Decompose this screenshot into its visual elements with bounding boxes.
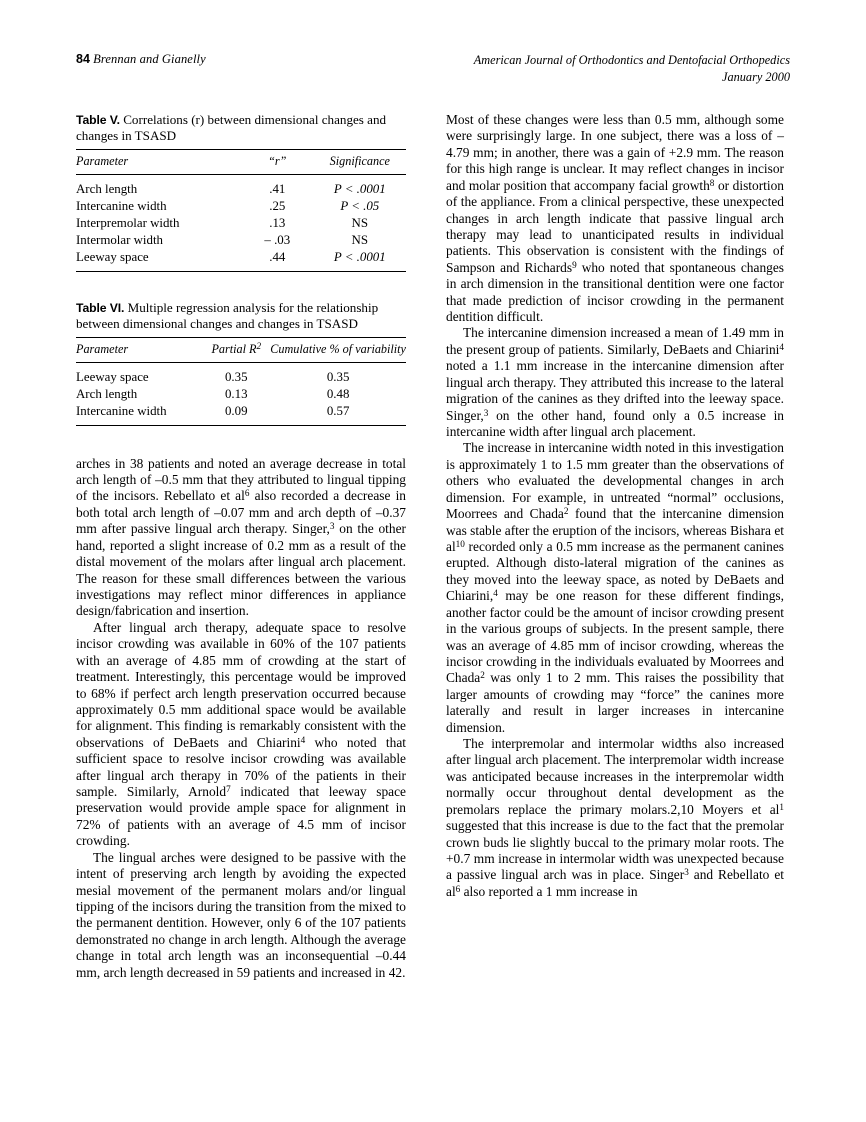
table-v-col-r: “r” [241,149,314,174]
cell-r: .25 [269,198,286,213]
cell-parameter: Intercanine width [76,198,167,213]
left-column [76,112,406,981]
table-vi-block [76,300,406,426]
paragraph: The increase in intercanine width noted in this investigation is approximately 1 to 1.5 mm greater than the observations of others who evaluated the developmental changes in arch dimension. For example, in untreated “normal” occlusions, Moorrees and Chada$^2$ found that the intercanine dimension was stable after the eruption of the incisors, whereas Bishara et $al^{10}$ recorded only a 0.5 mm increase as the permanent canines erupted. Although disto-lateral migration of the canines as they moved into the leeway space, as noted by DeBaets and Chiarini,$^4$ may be one reason for these different findings, another factor could be the amount of incisor crowding present in the various groups of subjects. In the present sample, there was an average of 4.85 mm of incisor crowding, whereas the incisor crowding in the individuals evaluated by Moorrees and Chada$^2$ was only 1 to 2 mm. This raises the possibility that larger amounts of crowding may “force” the canines more laterally and result in larger increases in intercanine dimension. [446,440,784,735]
right-column [446,112,784,900]
table-vi [76,337,406,426]
cell-significance: P < .0001 [333,181,386,196]
cell-parameter: Leeway space [76,249,241,272]
table-v-col-significance: Significance [314,149,406,174]
table-v-caption-text: Correlations (r) between dimensional changes and changes in TSASD [76,112,387,144]
cell-partial-r2: 0.13 [224,386,248,401]
table-row [76,249,406,272]
cell-significance: NS [351,232,369,247]
cell-parameter: Arch length [76,386,138,401]
table-row [76,174,406,198]
table-vi-col-partial-r2: Partial $R^2$ [202,337,270,362]
table-v [76,149,406,272]
journal-title: American Journal of Orthodontics and Dentofacial Orthopedics [473,53,790,67]
table-v-caption [76,112,406,145]
cell-significance: P < .05 [340,198,380,213]
table-row [76,403,406,426]
cell-cumulative: 0.48 [326,386,350,401]
table-row [76,386,406,403]
page-number: 84 [76,52,91,66]
table-v-col-parameter: Parameter [76,149,241,174]
running-head-left [76,52,206,67]
table-v-block [76,112,406,272]
cell-parameter: Leeway space [76,369,149,384]
cell-r: .44 [241,249,314,272]
cell-cumulative: 0.35 [326,369,350,384]
running-head [76,52,790,92]
running-head-authors: Brennan and Gianelly [93,52,206,66]
table-row [76,198,406,215]
table-row [76,362,406,386]
table-vi-header-row [76,337,406,362]
cell-parameter: Interpremolar width [76,215,180,230]
issue-date: January 2000 [722,69,790,84]
paragraph: Most of these changes were less than 0.5 mm, although some were surprisingly large. In one subject, there was a loss of –4.79 mm; in another, there was a gain of +2.9 mm. The reason for this high range is unclear. It may reflect changes in incisor and molar position that accompany facial growth$^8$ or distortion of the appliance. From a clinical perspective, these unexpected changes in arch length indicate that passive lingual arch therapy may lead to unanticipated results in individual patients. This observation is consistent with the findings of Sampson and Richards$^9$ who noted that spontaneous changes in arch dimension in the transitional dentition were one factor that made prediction of incisor crowding in the permanent dentition difficult. [446,112,784,325]
cell-partial-r2: 0.09 [202,403,270,426]
cell-significance: NS [351,215,369,230]
table-vi-label: Table VI. [76,300,125,315]
table-row [76,215,406,232]
cell-parameter: Intercanine width [76,403,202,426]
paragraph: After lingual arch therapy, adequate space to resolve incisor crowding was available in 60% of the 107 patients with an average of 4.85 mm of crowding at the start of treatment. Interestingly, this percentage would be improved to 68% if perfect arch length preservation occurred because approximately 0.5 mm additional space would be available for alignment. This finding is remarkably consistent with the observations of DeBaets and Chiarini$^4$ who noted that sufficient space to resolve incisor crowding was available after lingual arch therapy in 70% of the patients in their sample. Similarly, Arnold$^7$ indicated that leeway space preservation would provide ample space for alignment in 72% of patients with an average of 4.5 mm of incisor crowding. [76,619,406,849]
cell-significance: P < .0001 [314,249,406,272]
table-vi-caption [76,300,406,333]
table-vi-col-parameter: Parameter [76,337,202,362]
table-vi-col-cumulative: Cumulative % of variability [270,337,406,362]
cell-partial-r2: 0.35 [224,369,248,384]
cell-cumulative: 0.57 [270,403,406,426]
cell-r: .13 [269,215,286,230]
paragraph: The interpremolar and intermolar widths also increased after lingual arch placement. The interpremolar width increase was anticipated because increases in the interpremolar width normally occur throughout dental development as the premolars replace the primary molars.2,10 Moyers et $al^1$ suggested that this increase is due to the fact that the premolar crown buds lie slightly buccal to the primary molar roots. The +0.7 mm increase in intermolar width was unexpected because a passive lingual arch was in place. Singer$^3$ and Rebellato et $al^6$ also reported a 1 mm increase in [446,736,785,899]
paragraph: The intercanine dimension increased a mean of 1.49 mm in the present group of patients. Similarly, DeBaets and Chiarini$^4$ noted a 1.1 mm increase in the intercanine dimension after lingual arch therapy. They attributed this increase to the lateral migration of the canines as they drifted into the leeway space. Singer,$^3$ on the other hand, found only a 0.5 increase in intercanine width after lingual arch placement. [446,325,784,440]
running-head-right [474,52,790,85]
cell-parameter: Intermolar width [76,232,163,247]
table-v-header-row [76,149,406,174]
table-vi-caption-text: Multiple regression analysis for the relationship between dimensional changes and changes in TSASD [76,299,379,332]
paragraph: arches in 38 patients and noted an average decrease in total arch length of –0.5 mm that they attributed to lingual tipping of the incisors. Rebellato et $al^6$ also recorded a decrease in both total arch length of –0.07 mm and arch depth of –0.37 mm after passive lingual arch therapy. Singer,$^3$ on the other hand, reported a slight increase of 0.2 mm as a result of the distal movement of the molars after lingual arch placement. The reason for these small differences between the various investigations may reflect minor differences in appliance design/fabrication and insertion. [76,455,407,619]
table-spacer [76,426,406,456]
paragraph: The lingual arches were designed to be passive with the intent of preserving arch length by avoiding the expected mesial movement of the permanent molars and/or lingual tipping of the incisors during the transition from the mixed to the permanent dentition. However, only 6 of the 107 patients demonstrated no change in arch length. Although the average change in total arch length was an inconsequential –0.44 mm, arch length decreased in 59 patients and increased in 42. [76,849,406,980]
table-row [76,232,406,249]
cell-r: – .03 [264,232,291,247]
table-v-label: Table V. [76,113,120,127]
table-spacer [76,272,406,300]
cell-parameter: Arch length [76,181,138,196]
cell-r: .41 [269,181,286,196]
